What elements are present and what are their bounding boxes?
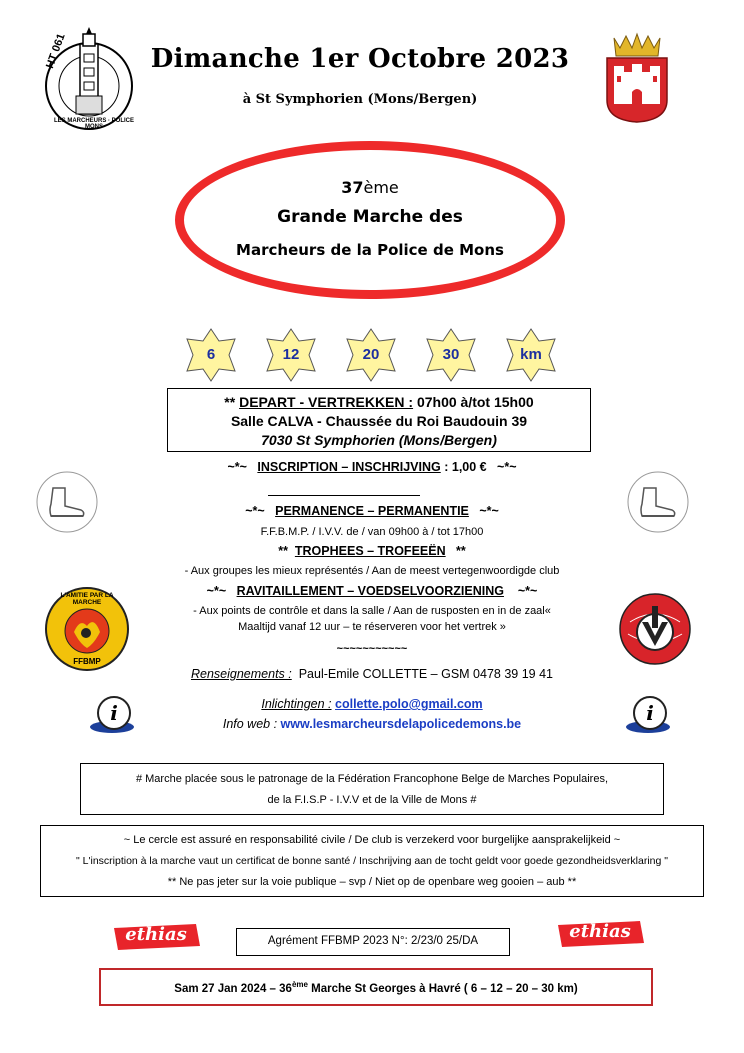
distance-star: [423, 327, 479, 383]
next-event-suffix: Marche St Georges à Havré ( 6 – 12 – 20 – 30 km): [307, 982, 578, 995]
inlichtingen: [100, 697, 644, 711]
permanence-line: [100, 504, 644, 518]
ethias-logo-text: ethias: [569, 921, 631, 942]
depart-box: [167, 388, 591, 452]
page-title: Dimanche 1er Octobre 2023: [150, 44, 570, 74]
next-event-sup: ème: [291, 980, 308, 989]
notice-line-1: ~ Le cercle est assuré en responsabilité civile / De club is verzekerd voor burgelijke aansprakelijkeid ~: [123, 834, 621, 846]
distance-star: [343, 327, 399, 383]
depart-city: 7030 St Symphorien (Mons/Bergen): [261, 432, 497, 448]
event-name-line2: Marcheurs de la Police de Mons: [236, 241, 504, 259]
inscription-label: INSCRIPTION – INSCHRIJVING: [257, 460, 441, 474]
divider-line: [268, 495, 420, 496]
email-link[interactable]: collette.polo@gmail.com: [335, 697, 483, 711]
edition-number: 37: [341, 178, 364, 197]
distance-star: [503, 327, 559, 383]
ravitaillement-detail-2: Maaltijd vanaf 12 uur – te réserveren voor het vertrek »: [238, 621, 506, 633]
trophees-detail: - Aux groupes les mieux représentés / Aan de meest vertegenwoordigde club: [184, 565, 560, 577]
ethias-logo: [110, 920, 202, 954]
edition: [175, 178, 565, 197]
info-icon: [622, 687, 674, 739]
notices-box: [40, 825, 704, 897]
inscription-value: : 1,00 €: [444, 460, 487, 474]
next-event-prefix: Sam 27 Jan 2024 – 36: [174, 982, 292, 995]
renseignements: [100, 667, 644, 681]
trophees-line: [100, 544, 644, 558]
depart-venue: Salle CALVA - Chaussée du Roi Baudouin 39: [230, 413, 528, 429]
distance-label: 12: [282, 346, 300, 363]
depart-prefix: **: [224, 394, 236, 410]
renseignements-value: Paul-Emile COLLETTE – GSM 0478 39 19 41: [298, 667, 553, 681]
patronage-line-1: # Marche placée sous le patronage de la Fédération Francophone Belge de Marches Populaires,: [135, 773, 609, 785]
permanence-deco-left: ~*~: [245, 504, 265, 518]
inscription-deco-right: ~*~: [497, 460, 517, 474]
ffbmp-logo-text-bottom: FFBMP: [73, 657, 101, 666]
distance-label: 30: [442, 346, 460, 363]
next-event-box: [99, 968, 653, 1006]
ivv-logo: [618, 592, 692, 666]
logo-text-top: HT 061: [44, 32, 68, 71]
notice-line-2: " L'inscription à la marche vaut un certificat de bonne santé / Inschrijving aan de tocht geldt voor goede gezondheidsverklaring ": [76, 855, 668, 867]
shoe-icon: [626, 470, 690, 534]
renseignements-label: Renseignements :: [190, 667, 292, 681]
distance-unit: km: [520, 346, 542, 363]
ethias-logo-text: ethias: [125, 924, 187, 945]
ravitaillement-label: RAVITAILLEMENT – VOEDSELVOORZIENING: [236, 584, 504, 598]
permanence-label: PERMANENCE – PERMANENTIE: [275, 504, 469, 518]
next-event-text: [101, 980, 651, 995]
agrement-text: Agrément FFBMP 2023 N°: 2/23/0 25/DA: [267, 935, 479, 947]
inlichtingen-label: Inlichtingen :: [261, 697, 332, 711]
info-icon: [86, 687, 138, 739]
svg-text:i: i: [646, 701, 654, 725]
patronage-box: [80, 763, 664, 815]
depart-hours: 07h00 à/tot 15h00: [416, 394, 534, 410]
distance-stars: [180, 327, 570, 387]
ravitaillement-separator: ~~~~~~~~~~~: [336, 643, 408, 655]
depart-line: [168, 394, 590, 410]
permanence-deco-right: ~*~: [479, 504, 499, 518]
edition-suffix: ème: [363, 178, 399, 197]
info-web: [100, 717, 644, 731]
shoe-icon: [35, 470, 99, 534]
inscription-deco-left: ~*~: [227, 460, 247, 474]
agrement-box: [236, 928, 510, 956]
website-link[interactable]: www.lesmarcheursdelapolicedemons.be: [280, 717, 522, 731]
logo-text-bottom: LES MARCHEURS · POLICE MONS: [54, 118, 135, 130]
patronage-line-2: de la F.I.S.P - I.V.V et de la Ville de Mons #: [267, 794, 477, 806]
distance-star: [183, 327, 239, 383]
location-subtitle: à St Symphorien (Mons/Bergen): [242, 92, 478, 107]
notice-line-3: ** Ne pas jeter sur la voie publique – svp / Niet op de openbare weg gooien – aub **: [167, 876, 577, 888]
web-label: Info web :: [222, 717, 278, 731]
event-name-line1: Grande Marche des: [277, 207, 463, 227]
trophees-deco-right: **: [456, 544, 466, 558]
ravitaillement-line: [100, 584, 644, 598]
permanence-detail: F.F.B.M.P. / I.V.V. de / van 09h00 à / tot 17h00: [260, 526, 484, 538]
ffbmp-logo-text-top: L'AMITIE PAR LA MARCHE: [60, 592, 114, 606]
ravitaillement-deco-right: ~*~: [517, 584, 538, 598]
distance-label: 6: [206, 346, 216, 363]
distance-label: 20: [362, 346, 380, 363]
ffbmp-logo: [44, 586, 130, 672]
ravitaillement-detail-1: - Aux points de contrôle et dans la salle / Aan de rusposten en in de zaal«: [193, 605, 551, 617]
marcheurs-police-logo: [42, 26, 136, 136]
trophees-deco-left: **: [278, 544, 288, 558]
trophees-label: TROPHEES – TROFEEËN: [294, 544, 446, 558]
svg-text:i: i: [110, 701, 118, 725]
depart-label: DEPART - VERTREKKEN :: [239, 394, 414, 410]
ethias-logo: [554, 917, 646, 951]
distance-star: [263, 327, 319, 383]
inscription-line: [100, 460, 644, 474]
ravitaillement-deco-left: ~*~: [206, 584, 227, 598]
